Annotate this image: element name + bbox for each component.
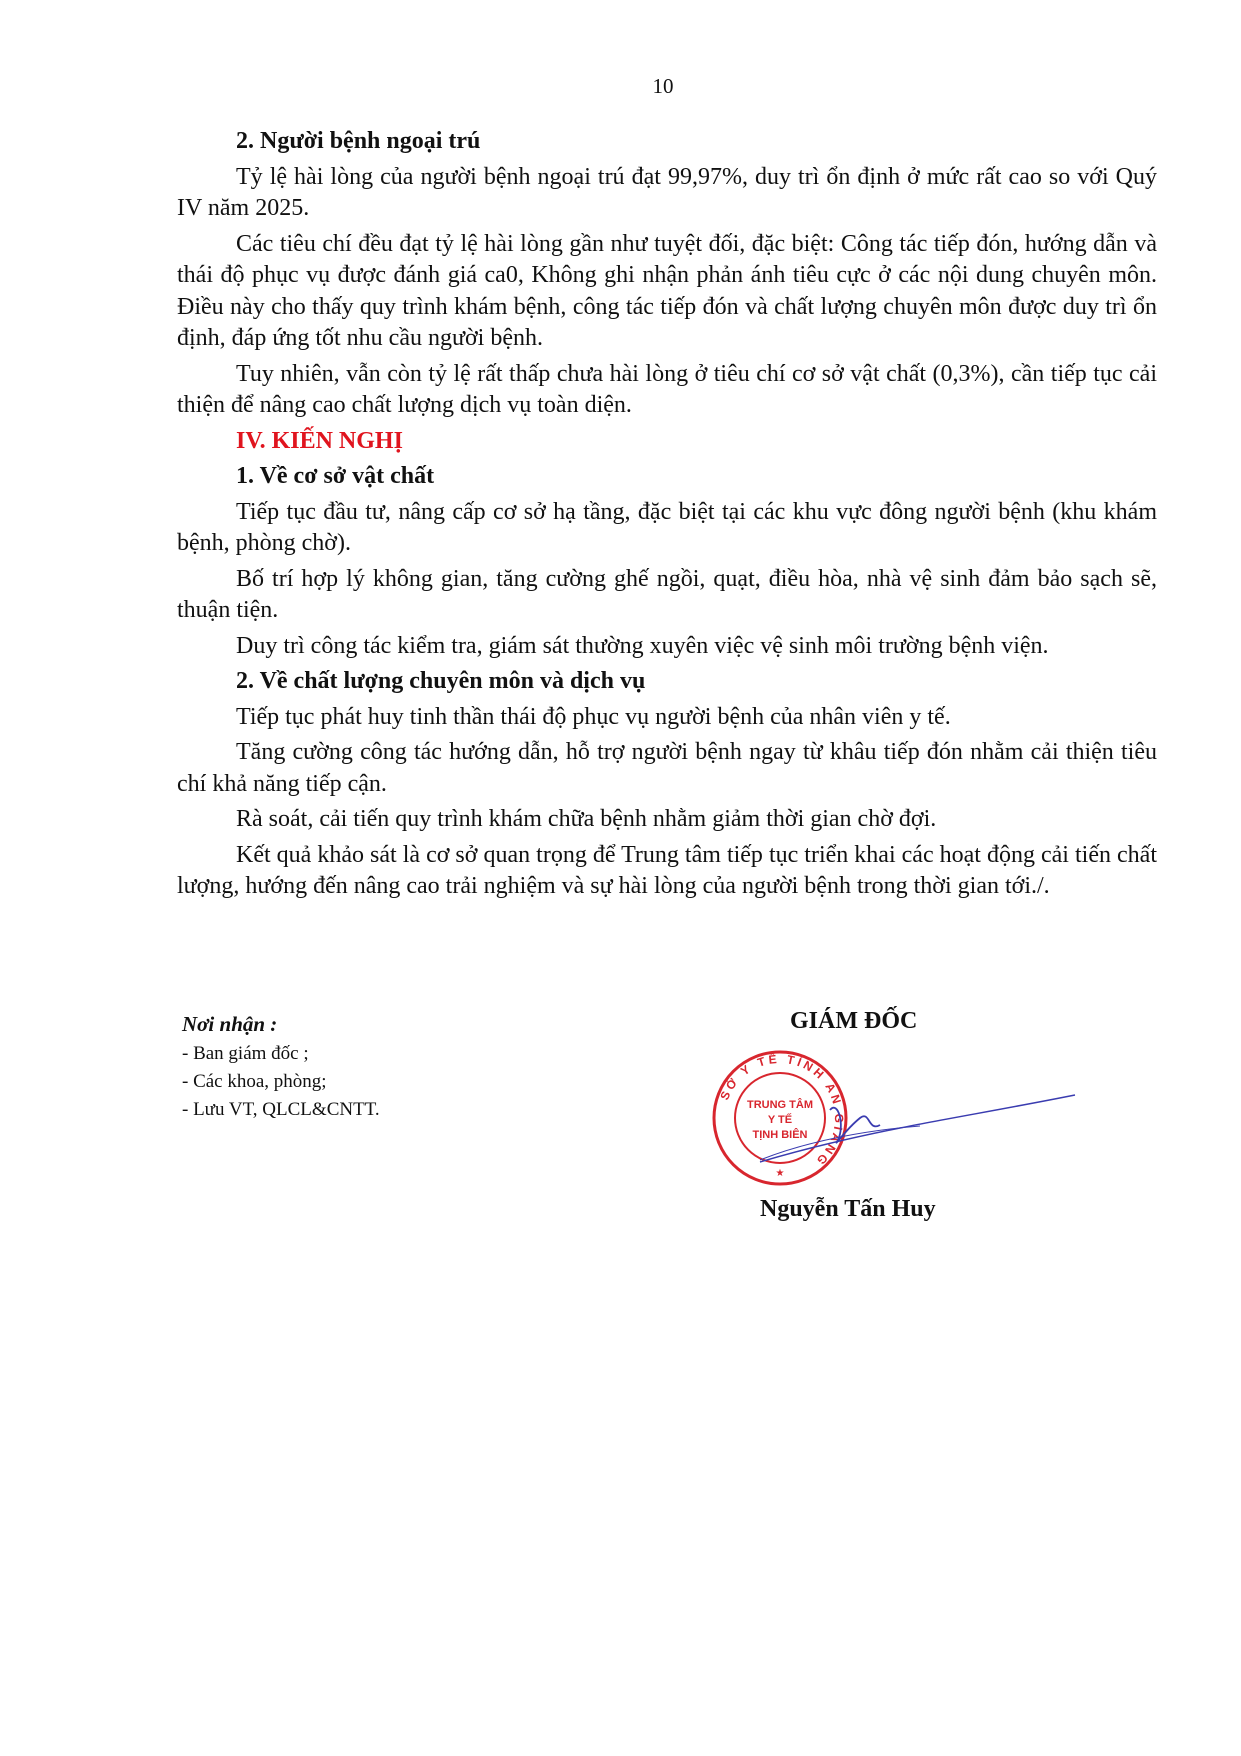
recipient-item: - Ban giám đốc ; [182, 1043, 309, 1064]
recipients-block [182, 1010, 380, 1124]
paragraph: Rà soát, cải tiến quy trình khám chữa bệnh nhằm giảm thời gian chờ đợi. [236, 806, 937, 832]
svg-text:SỞ Y TẾ TỈNH AN GIANG: SỞ Y TẾ TỈNH AN GIANG [717, 1051, 847, 1170]
paragraph: Bố trí hợp lý không gian, tăng cường ghế ngồi, quạt, điều hòa, nhà vệ sinh đảm bảo sạch sẽ, thuận tiện. [177, 565, 1157, 623]
svg-text:Y TẾ: Y TẾ [767, 1114, 793, 1126]
paragraph: Duy trì công tác kiểm tra, giám sát thường xuyên việc vệ sinh môi trường bệnh viện. [236, 632, 1049, 659]
paragraph: Tiếp tục đầu tư, nâng cấp cơ sở hạ tầng, đặc biệt tại các khu vực đông người bệnh (khu khám bệnh, phòng chờ). [177, 498, 1157, 556]
svg-text:★: ★ [775, 1168, 785, 1179]
subheading-quality: 2. Về chất lượng chuyên môn và dịch vụ [236, 668, 646, 694]
signer-name: Nguyễn Tấn Huy [760, 1196, 936, 1222]
recipient-item: - Các khoa, phòng; [182, 1071, 327, 1092]
handwritten-signature [720, 1070, 1080, 1180]
paragraph: Tuy nhiên, vẫn còn tỷ lệ rất thấp chưa hài lòng ở tiêu chí cơ sở vật chất (0,3%), cần tiếp tục cải thiện để nâng cao chất lượng dịch vụ toàn diện. [177, 360, 1157, 418]
subheading-facilities: 1. Về cơ sở vật chất [236, 463, 435, 489]
signer-title: GIÁM ĐỐC [790, 1008, 918, 1034]
paragraph: Kết quả khảo sát là cơ sở quan trọng để Trung tâm tiếp tục triển khai các hoạt động cải tiến chất lượng, hướng đến nâng cao trải nghiệm và sự hài lòng của người bệnh trong thời gian tới./. [177, 841, 1157, 899]
svg-text:TỊNH BIÊN: TỊNH BIÊN [752, 1129, 808, 1141]
page-number: 10 [652, 74, 674, 98]
recipients-title: Nơi nhận : [182, 1012, 278, 1036]
paragraph: Các tiêu chí đều đạt tỷ lệ hài lòng gần như tuyệt đối, đặc biệt: Công tác tiếp đón, hướng dẫn và thái độ phục vụ được đánh giá ca0, Không ghi nhận phản ánh tiêu cực ở các nội dung chuyên môn. Điều này cho thấy quy trình khám bệnh, công tác tiếp đón và chất lượng chuyên môn được duy trì ổn định, đáp ứng tốt nhu cầu người bệnh. [177, 230, 1157, 351]
svg-text:TRUNG TÂM: TRUNG TÂM [747, 1099, 813, 1111]
paragraph: Tiếp tục phát huy tinh thần thái độ phục vụ người bệnh của nhân viên y tế. [236, 703, 951, 730]
paragraph: Tăng cường công tác hướng dẫn, hỗ trợ người bệnh ngay từ khâu tiếp đón nhằm cải thiện tiêu chí khả năng tiếp cận. [177, 739, 1157, 797]
section-heading-recommendations: IV. KIẾN NGHỊ [236, 427, 403, 454]
paragraph: Tỷ lệ hài lòng của người bệnh ngoại trú đạt 99,97%, duy trì ổn định ở mức rất cao so với Quý IV năm 2025. [177, 163, 1157, 221]
document-body [177, 126, 1157, 907]
section-heading-outpatient: 2. Người bệnh ngoại trú [236, 128, 481, 154]
recipient-item: - Lưu VT, QLCL&CNTT. [182, 1099, 380, 1120]
